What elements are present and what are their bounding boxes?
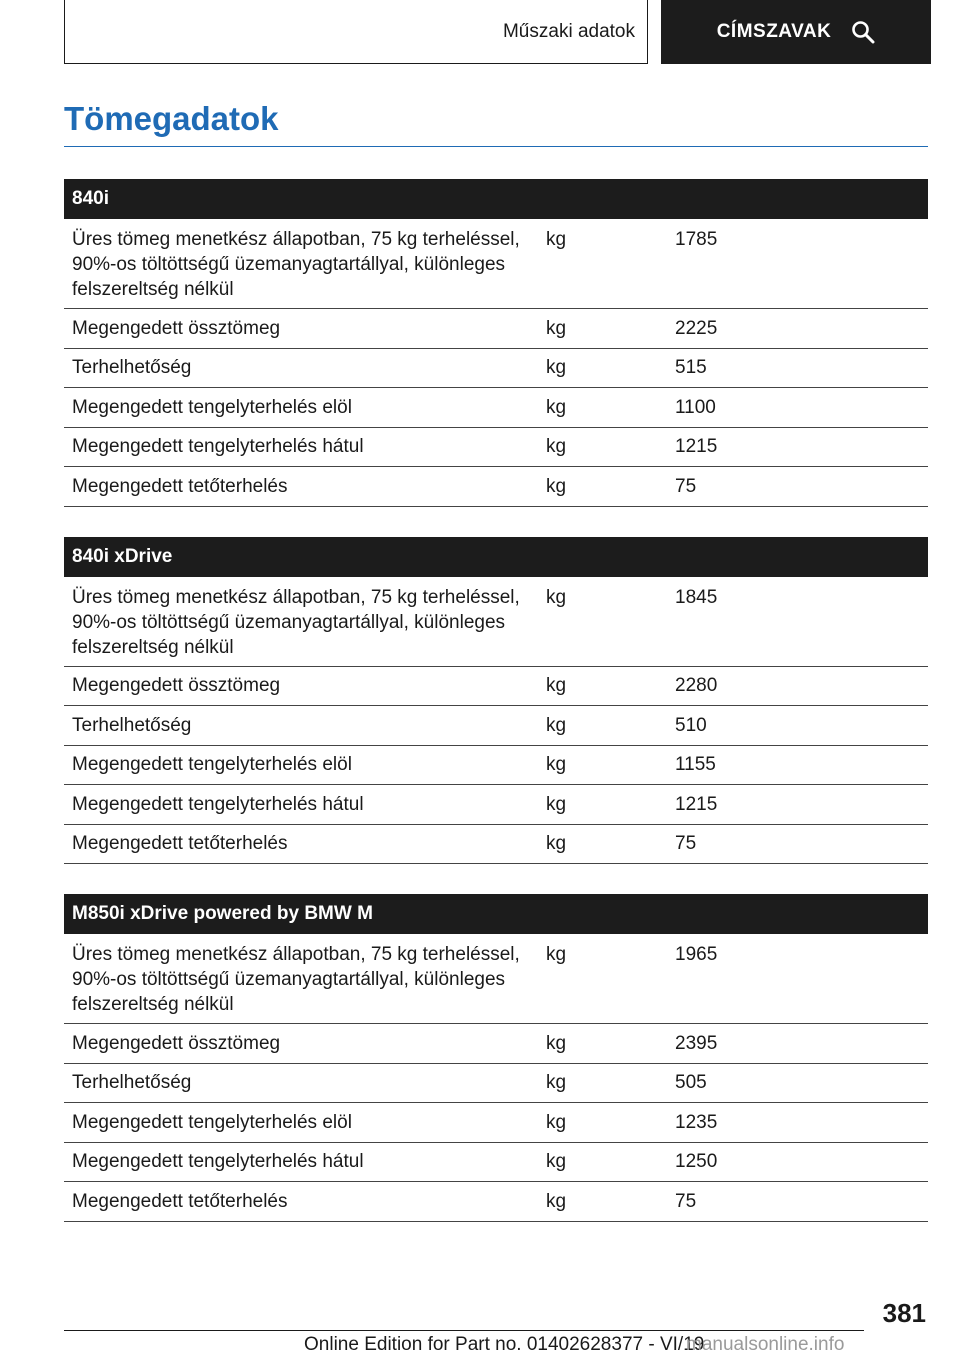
row-unit: kg xyxy=(546,357,567,379)
table-row xyxy=(64,428,928,468)
table-row xyxy=(64,1024,928,1064)
row-value: 1845 xyxy=(675,586,718,608)
row-value: 75 xyxy=(675,833,697,855)
row-label: Megengedett össztömeg xyxy=(72,675,281,697)
weight-data-sections xyxy=(64,179,928,1252)
table-row xyxy=(64,934,928,1024)
table-row xyxy=(64,706,928,746)
row-label: Megengedett tengelyterhelés hátul xyxy=(72,793,364,815)
row-value: 1965 xyxy=(675,944,718,965)
row-label: Megengedett tetőterhelés xyxy=(72,833,288,855)
row-value: 1215 xyxy=(675,436,718,458)
row-value: 2280 xyxy=(675,675,718,697)
row-label: Megengedett tetőterhelés xyxy=(72,475,288,497)
row-unit: kg xyxy=(546,1151,567,1173)
row-label: Megengedett tengelyterhelés elöl xyxy=(72,754,352,776)
table-row xyxy=(64,1064,928,1104)
row-label: Megengedett tengelyterhelés hátul xyxy=(72,1151,364,1173)
section-tab-label: Műszaki adatok xyxy=(502,20,635,42)
section-tab-muszaki-adatok[interactable] xyxy=(64,0,648,64)
section-840i-xdrive xyxy=(64,537,928,865)
row-label: Terhelhetőség xyxy=(72,1072,192,1094)
table-row xyxy=(64,1103,928,1143)
row-unit: kg xyxy=(546,1032,567,1054)
row-unit: kg xyxy=(546,714,567,736)
section-840i xyxy=(64,179,928,507)
row-value: 2395 xyxy=(675,1032,718,1054)
row-unit: kg xyxy=(546,1190,567,1212)
row-value: 75 xyxy=(675,475,697,497)
keyword-search-button[interactable] xyxy=(661,0,931,64)
section-m850i-xdrive xyxy=(64,894,928,1222)
row-label: Üres tömeg menetkész állapotban, 75 kg terheléssel, 90%-os töltöttségű üzemanyagtartállyal, különleges felszereltség nélkül xyxy=(72,586,520,658)
row-value: 505 xyxy=(675,1072,707,1094)
table-row xyxy=(64,746,928,786)
table-row xyxy=(64,467,928,507)
magnifier-icon xyxy=(851,20,875,44)
footer-divider xyxy=(64,1330,864,1331)
row-unit: kg xyxy=(546,1111,567,1133)
table-row xyxy=(64,577,928,667)
row-label: Megengedett össztömeg xyxy=(72,317,281,339)
row-value: 75 xyxy=(675,1190,697,1212)
table-row xyxy=(64,667,928,707)
row-label: Terhelhetőség xyxy=(72,357,192,379)
row-value: 515 xyxy=(675,357,707,379)
row-value: 2225 xyxy=(675,317,718,339)
table-row xyxy=(64,388,928,428)
row-value: 1100 xyxy=(675,396,716,418)
row-label: Terhelhetőség xyxy=(72,714,192,736)
table-row xyxy=(64,1143,928,1183)
row-value: 1155 xyxy=(675,754,716,776)
section-header: 840i xDrive xyxy=(64,537,928,577)
row-unit: kg xyxy=(546,833,567,855)
row-label: Üres tömeg menetkész állapotban, 75 kg terheléssel, 90%-os töltöttségű üzemanyagtartállyal, különleges felszereltség nélkül xyxy=(72,944,520,1015)
table-row xyxy=(64,825,928,865)
row-unit: kg xyxy=(546,675,567,697)
row-label: Megengedett tetőterhelés xyxy=(72,1190,288,1212)
row-unit: kg xyxy=(546,396,567,418)
section-header: M850i xDrive powered by BMW M xyxy=(64,894,928,934)
row-value: 1250 xyxy=(675,1151,718,1173)
page-title: Tömegadatok xyxy=(64,100,279,137)
table-row xyxy=(64,1182,928,1222)
row-unit: kg xyxy=(546,436,567,458)
row-label: Megengedett tengelyterhelés hátul xyxy=(72,436,364,458)
row-unit: kg xyxy=(546,586,567,608)
page-number: 381 xyxy=(882,1298,926,1328)
row-label: Megengedett tengelyterhelés elöl xyxy=(72,1111,352,1133)
edition-text: Online Edition for Part no. 01402628377 - VI/19 xyxy=(304,1334,705,1355)
row-value: 1215 xyxy=(675,793,718,815)
table-row xyxy=(64,309,928,349)
table-row xyxy=(64,219,928,309)
row-label: Üres tömeg menetkész állapotban, 75 kg terheléssel, 90%-os töltöttségű üzemanyagtartállyal, különleges felszereltség nélkül xyxy=(72,229,520,300)
table-row xyxy=(64,349,928,389)
row-label: Megengedett össztömeg xyxy=(72,1032,281,1054)
row-value: 510 xyxy=(675,714,707,736)
title-divider xyxy=(64,146,928,147)
row-value: 1785 xyxy=(675,229,718,250)
row-label: Megengedett tengelyterhelés elöl xyxy=(72,396,352,418)
row-unit: kg xyxy=(546,475,567,497)
row-unit: kg xyxy=(546,754,567,776)
row-unit: kg xyxy=(546,944,567,965)
row-unit: kg xyxy=(546,793,567,815)
row-unit: kg xyxy=(546,317,567,339)
row-unit: kg xyxy=(546,229,567,250)
table-row xyxy=(64,785,928,825)
section-header: 840i xyxy=(64,179,928,219)
row-unit: kg xyxy=(546,1072,567,1094)
row-value: 1235 xyxy=(675,1111,718,1133)
watermark: manualsonline.info xyxy=(686,1334,845,1355)
keyword-search-label: CÍMSZAVAK xyxy=(716,21,832,42)
